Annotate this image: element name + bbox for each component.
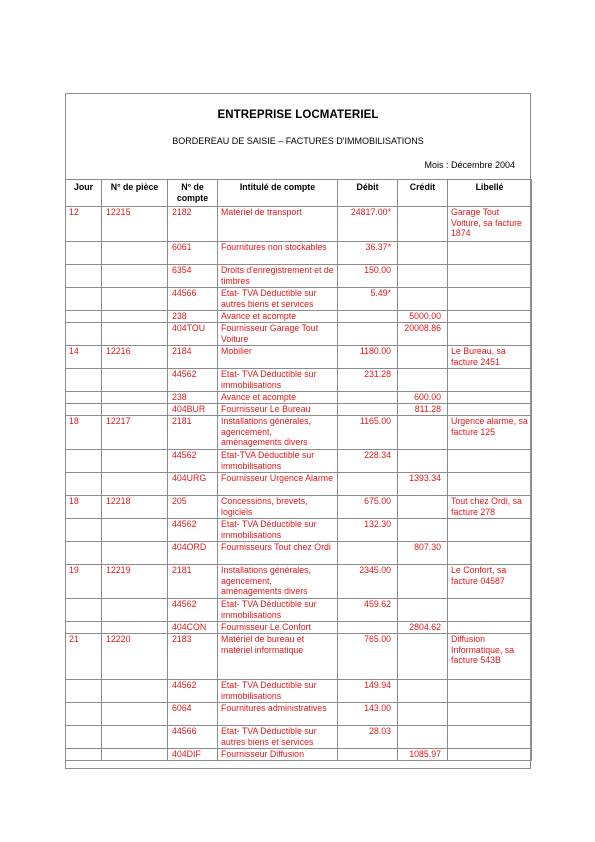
cell-jour — [66, 311, 102, 323]
cell-compte: 44566 — [168, 288, 218, 311]
cell-compte: 2183 — [168, 634, 218, 680]
col-header-intitule: Intitulé de compte — [218, 180, 338, 207]
table-row — [66, 450, 532, 473]
cell-compte: 404BUR — [168, 404, 218, 416]
table-row — [66, 542, 532, 565]
col-header-credit: Crédit — [398, 180, 448, 207]
cell-libelle — [448, 323, 532, 346]
document-subtitle: BORDEREAU DE SAISIE – FACTURES D'IMMOBILISATIONS — [172, 136, 424, 146]
table-row — [66, 416, 532, 450]
cell-jour — [66, 404, 102, 416]
cell-compte: 6354 — [168, 265, 218, 288]
cell-libelle — [448, 622, 532, 634]
cell-intitule: Fournitures non stockables — [218, 242, 338, 265]
cell-debit: 5.49* — [338, 288, 398, 311]
col-header-jour: Jour — [66, 180, 102, 207]
cell-piece: 12220 — [102, 634, 168, 680]
cell-jour — [66, 265, 102, 288]
cell-jour — [66, 599, 102, 622]
table-row — [66, 369, 532, 392]
cell-compte: 6061 — [168, 242, 218, 265]
table-row — [66, 404, 532, 416]
cell-debit: 132.30 — [338, 519, 398, 542]
cell-credit — [398, 207, 448, 242]
cell-piece — [102, 265, 168, 288]
cell-debit — [338, 311, 398, 323]
cell-credit — [398, 703, 448, 726]
table-row — [66, 323, 532, 346]
cell-debit: 149.94 — [338, 680, 398, 703]
cell-intitule: Etat- TVA Déductible sur immobilisations — [218, 680, 338, 703]
cell-libelle — [448, 680, 532, 703]
cell-jour — [66, 323, 102, 346]
cell-jour — [66, 288, 102, 311]
col-header-libelle: Libellé — [448, 180, 532, 207]
cell-debit: 24817.00* — [338, 207, 398, 242]
cell-jour: 12 — [66, 207, 102, 242]
cell-piece: 12215 — [102, 207, 168, 242]
cell-piece — [102, 404, 168, 416]
cell-intitule: Concessions, brevets, logiciels — [218, 496, 338, 519]
cell-compte: 404URG — [168, 473, 218, 496]
cell-piece — [102, 726, 168, 749]
table-row — [66, 680, 532, 703]
cell-libelle — [448, 473, 532, 496]
col-header-debit: Débit — [338, 180, 398, 207]
cell-credit — [398, 369, 448, 392]
cell-debit — [338, 392, 398, 404]
col-header-piece: N° de pièce — [102, 180, 168, 207]
cell-credit — [398, 346, 448, 369]
cell-piece: 12217 — [102, 416, 168, 450]
cell-compte: 6064 — [168, 703, 218, 726]
cell-compte: 2184 — [168, 346, 218, 369]
cell-intitule: Fournisseur Diffusion — [218, 749, 338, 761]
cell-credit: 1393.34 — [398, 473, 448, 496]
cell-credit: 600.00 — [398, 392, 448, 404]
cell-libelle: Diffusion Informatique, sa facture 543B — [448, 634, 532, 680]
cell-credit — [398, 450, 448, 473]
cell-debit: 28.03 — [338, 726, 398, 749]
cell-debit: 150.00 — [338, 265, 398, 288]
cell-intitule: Etat- TVA Déductible sur autres biens et services — [218, 726, 338, 749]
cell-compte: 44566 — [168, 726, 218, 749]
cell-credit — [398, 416, 448, 450]
cell-libelle — [448, 599, 532, 622]
cell-compte: 2181 — [168, 416, 218, 450]
table-row — [66, 311, 532, 323]
cell-credit — [398, 634, 448, 680]
table-header-row — [66, 180, 532, 207]
table-row — [66, 599, 532, 622]
cell-jour: 19 — [66, 565, 102, 599]
cell-credit: 807.30 — [398, 542, 448, 565]
cell-piece: 12219 — [102, 565, 168, 599]
cell-piece — [102, 392, 168, 404]
cell-piece: 12216 — [102, 346, 168, 369]
cell-intitule: Etat- TVA Déductible sur immobilisations — [218, 369, 338, 392]
cell-credit: 1085.97 — [398, 749, 448, 761]
cell-libelle: Le Confort, sa facture 04587 — [448, 565, 532, 599]
cell-jour — [66, 542, 102, 565]
cell-libelle: Tout chez Ordi, sa facture 278 — [448, 496, 532, 519]
cell-compte: 238 — [168, 392, 218, 404]
cell-intitule: Etat- TVA Déductible sur immobilisations — [218, 599, 338, 622]
cell-compte: 44562 — [168, 680, 218, 703]
cell-intitule: Installations générales, agencement, aménagements divers — [218, 565, 338, 599]
cell-debit: 765.00 — [338, 634, 398, 680]
cell-intitule: Droits d'enregistrement et de timbres — [218, 265, 338, 288]
table-row — [66, 392, 532, 404]
cell-debit: 231.28 — [338, 369, 398, 392]
table-row — [66, 634, 532, 680]
table-row — [66, 496, 532, 519]
cell-compte: 44562 — [168, 450, 218, 473]
cell-debit — [338, 622, 398, 634]
cell-credit — [398, 496, 448, 519]
cell-debit: 1165.00 — [338, 416, 398, 450]
cell-intitule: Fournisseur Urgence Alarme — [218, 473, 338, 496]
cell-credit: 811.28 — [398, 404, 448, 416]
cell-credit: 20008.86 — [398, 323, 448, 346]
cell-libelle — [448, 404, 532, 416]
cell-credit — [398, 599, 448, 622]
cell-credit: 5000.00 — [398, 311, 448, 323]
table-row — [66, 519, 532, 542]
cell-libelle — [448, 288, 532, 311]
cell-libelle — [448, 703, 532, 726]
table-row — [66, 749, 532, 761]
cell-intitule: Installations générales, agencement, aménagements divers — [218, 416, 338, 450]
cell-piece — [102, 450, 168, 473]
cell-intitule: Etat-TVA Déductible sur immobilisations — [218, 450, 338, 473]
table-row — [66, 565, 532, 599]
cell-jour: 18 — [66, 496, 102, 519]
cell-jour — [66, 680, 102, 703]
cell-credit — [398, 265, 448, 288]
cell-credit — [398, 242, 448, 265]
cell-debit: 675.00 — [338, 496, 398, 519]
cell-credit — [398, 519, 448, 542]
document-frame — [65, 93, 531, 769]
cell-intitule: Fournisseur Le Confort — [218, 622, 338, 634]
cell-jour — [66, 726, 102, 749]
cell-credit — [398, 288, 448, 311]
cell-libelle: Garage Tout Voiture, sa facture 1874 — [448, 207, 532, 242]
cell-jour: 21 — [66, 634, 102, 680]
cell-intitule: Avance et acompte — [218, 311, 338, 323]
table-row — [66, 207, 532, 242]
company-title: ENTREPRISE LOCMATERIEL — [217, 109, 379, 121]
cell-compte: 404TOU — [168, 323, 218, 346]
cell-piece: 12218 — [102, 496, 168, 519]
cell-jour — [66, 749, 102, 761]
col-header-compte: N° de compte — [168, 180, 218, 207]
cell-debit: 2345.00 — [338, 565, 398, 599]
cell-jour — [66, 369, 102, 392]
cell-debit — [338, 404, 398, 416]
cell-piece — [102, 622, 168, 634]
cell-libelle — [448, 726, 532, 749]
cell-jour — [66, 622, 102, 634]
cell-debit: 228.34 — [338, 450, 398, 473]
table-row — [66, 622, 532, 634]
cell-compte: 44562 — [168, 519, 218, 542]
cell-intitule: Fournisseurs Tout chez Ordi — [218, 542, 338, 565]
cell-debit: 36.37* — [338, 242, 398, 265]
cell-compte: 44562 — [168, 369, 218, 392]
cell-debit — [338, 323, 398, 346]
table-row — [66, 346, 532, 369]
cell-credit — [398, 565, 448, 599]
cell-compte: 44562 — [168, 599, 218, 622]
table-row — [66, 242, 532, 265]
cell-credit — [398, 726, 448, 749]
cell-piece — [102, 369, 168, 392]
cell-piece — [102, 323, 168, 346]
table-row — [66, 265, 532, 288]
cell-piece — [102, 542, 168, 565]
cell-jour — [66, 242, 102, 265]
cell-jour — [66, 392, 102, 404]
entries-table — [65, 179, 532, 761]
cell-libelle — [448, 450, 532, 473]
cell-libelle: Urgence alarme, sa facture 125 — [448, 416, 532, 450]
cell-compte: 2181 — [168, 565, 218, 599]
cell-credit — [398, 680, 448, 703]
cell-piece — [102, 288, 168, 311]
cell-intitule: Etat- TVA Déductible sur immobilisations — [218, 519, 338, 542]
cell-piece — [102, 680, 168, 703]
cell-libelle: Le Bureau, sa facture 2451 — [448, 346, 532, 369]
cell-libelle — [448, 242, 532, 265]
table-row — [66, 703, 532, 726]
cell-compte: 205 — [168, 496, 218, 519]
table-row — [66, 726, 532, 749]
cell-intitule: Matériel de bureau et matériel informatique — [218, 634, 338, 680]
cell-intitule: Matériel de transport — [218, 207, 338, 242]
cell-piece — [102, 242, 168, 265]
cell-libelle — [448, 265, 532, 288]
cell-piece — [102, 473, 168, 496]
cell-piece — [102, 311, 168, 323]
cell-debit: 459.62 — [338, 599, 398, 622]
table-row — [66, 288, 532, 311]
cell-intitule: Etat- TVA Déductible sur autres biens et services — [218, 288, 338, 311]
cell-jour: 18 — [66, 416, 102, 450]
cell-piece — [102, 703, 168, 726]
cell-debit: 143.00 — [338, 703, 398, 726]
cell-libelle — [448, 369, 532, 392]
cell-jour — [66, 473, 102, 496]
cell-debit: 1180.00 — [338, 346, 398, 369]
cell-debit — [338, 542, 398, 565]
cell-compte: 238 — [168, 311, 218, 323]
cell-libelle — [448, 392, 532, 404]
cell-intitule: Mobilier — [218, 346, 338, 369]
cell-credit: 2804.62 — [398, 622, 448, 634]
cell-libelle — [448, 749, 532, 761]
cell-piece — [102, 599, 168, 622]
cell-intitule: Fournitures administratives — [218, 703, 338, 726]
cell-jour — [66, 519, 102, 542]
cell-libelle — [448, 519, 532, 542]
cell-debit — [338, 749, 398, 761]
table-row — [66, 473, 532, 496]
cell-libelle — [448, 311, 532, 323]
cell-compte: 404CON — [168, 622, 218, 634]
cell-intitule: Avance et acompte — [218, 392, 338, 404]
month-label: Mois : Décembre 2004 — [424, 160, 515, 170]
cell-piece — [102, 749, 168, 761]
cell-jour — [66, 703, 102, 726]
cell-intitule: Fournisseur Le Bureau — [218, 404, 338, 416]
cell-libelle — [448, 542, 532, 565]
cell-compte: 404ORD — [168, 542, 218, 565]
cell-compte: 404DIF — [168, 749, 218, 761]
cell-piece — [102, 519, 168, 542]
cell-compte: 2182 — [168, 207, 218, 242]
cell-jour: 14 — [66, 346, 102, 369]
cell-debit — [338, 473, 398, 496]
cell-intitule: Fournisseur Garage Tout Voiture — [218, 323, 338, 346]
cell-jour — [66, 450, 102, 473]
